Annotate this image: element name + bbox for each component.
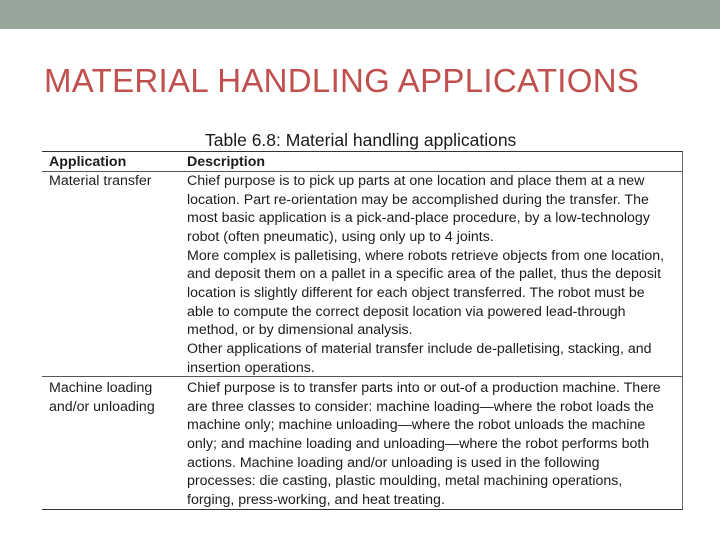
application-cell (49, 379, 181, 416)
description-line: forging, press-working, and heat treating. (187, 491, 445, 508)
description-line: are three classes to consider: machine loading—where the robot loads the (187, 398, 654, 415)
table-row (42, 377, 682, 510)
description-line: able to compute the correct deposit location via powered lead-through (187, 303, 626, 320)
application-text: Machine loading (49, 380, 153, 396)
description-line: Chief purpose is to pick up parts at one location and place them at a new (187, 173, 645, 189)
description-line: most basic application is a pick-and-place procedure, by a low-technology (187, 210, 650, 227)
description-line: machine only; machine unloading—where the robot unloads the machine (187, 417, 646, 434)
header-application: Application (49, 154, 127, 170)
description-cell (187, 379, 679, 510)
description-line: and deposit them on a pallet in a specific area of the pallet, thus the deposit (187, 266, 662, 283)
description-line: Chief purpose is to transfer parts into or out-of a production machine. There (187, 380, 661, 396)
application-text: and/or unloading (49, 398, 155, 415)
description-line: robot (often pneumatic), using only up to 4 joints. (187, 228, 494, 245)
table-header-row (42, 152, 682, 172)
description-line: insertion operations. (187, 359, 315, 376)
description-line: location is slightly different for each object transferred. The robot must be (187, 284, 645, 301)
description-line: More complex is palletising, where robots retrieve objects from one location, (187, 247, 665, 264)
description-line: processes: die casting, plastic moulding, metal machining operations, (187, 473, 623, 490)
application-cell (49, 172, 181, 191)
description-line: method, or by dimensional analysis. (187, 322, 413, 339)
application-text: Material transfer (49, 173, 152, 189)
description-line: location. Part re-orientation may be accomplished during the transfer. The (187, 191, 649, 208)
slide-top-band (0, 0, 720, 29)
table-caption: Table 6.8: Material handling applications (205, 130, 517, 150)
description-cell (187, 172, 679, 377)
description-line: only; and machine loading and unloading—where the robot performs both (187, 435, 650, 452)
description-line: actions. Machine loading and/or unloading is used in the following (187, 454, 600, 471)
description-line: Other applications of material transfer include de-palletising, stacking, and (187, 340, 652, 357)
applications-table (42, 151, 683, 510)
table-row (42, 172, 682, 377)
slide-title: MATERIAL HANDLING APPLICATIONS (44, 62, 640, 99)
header-description: Description (187, 154, 266, 170)
